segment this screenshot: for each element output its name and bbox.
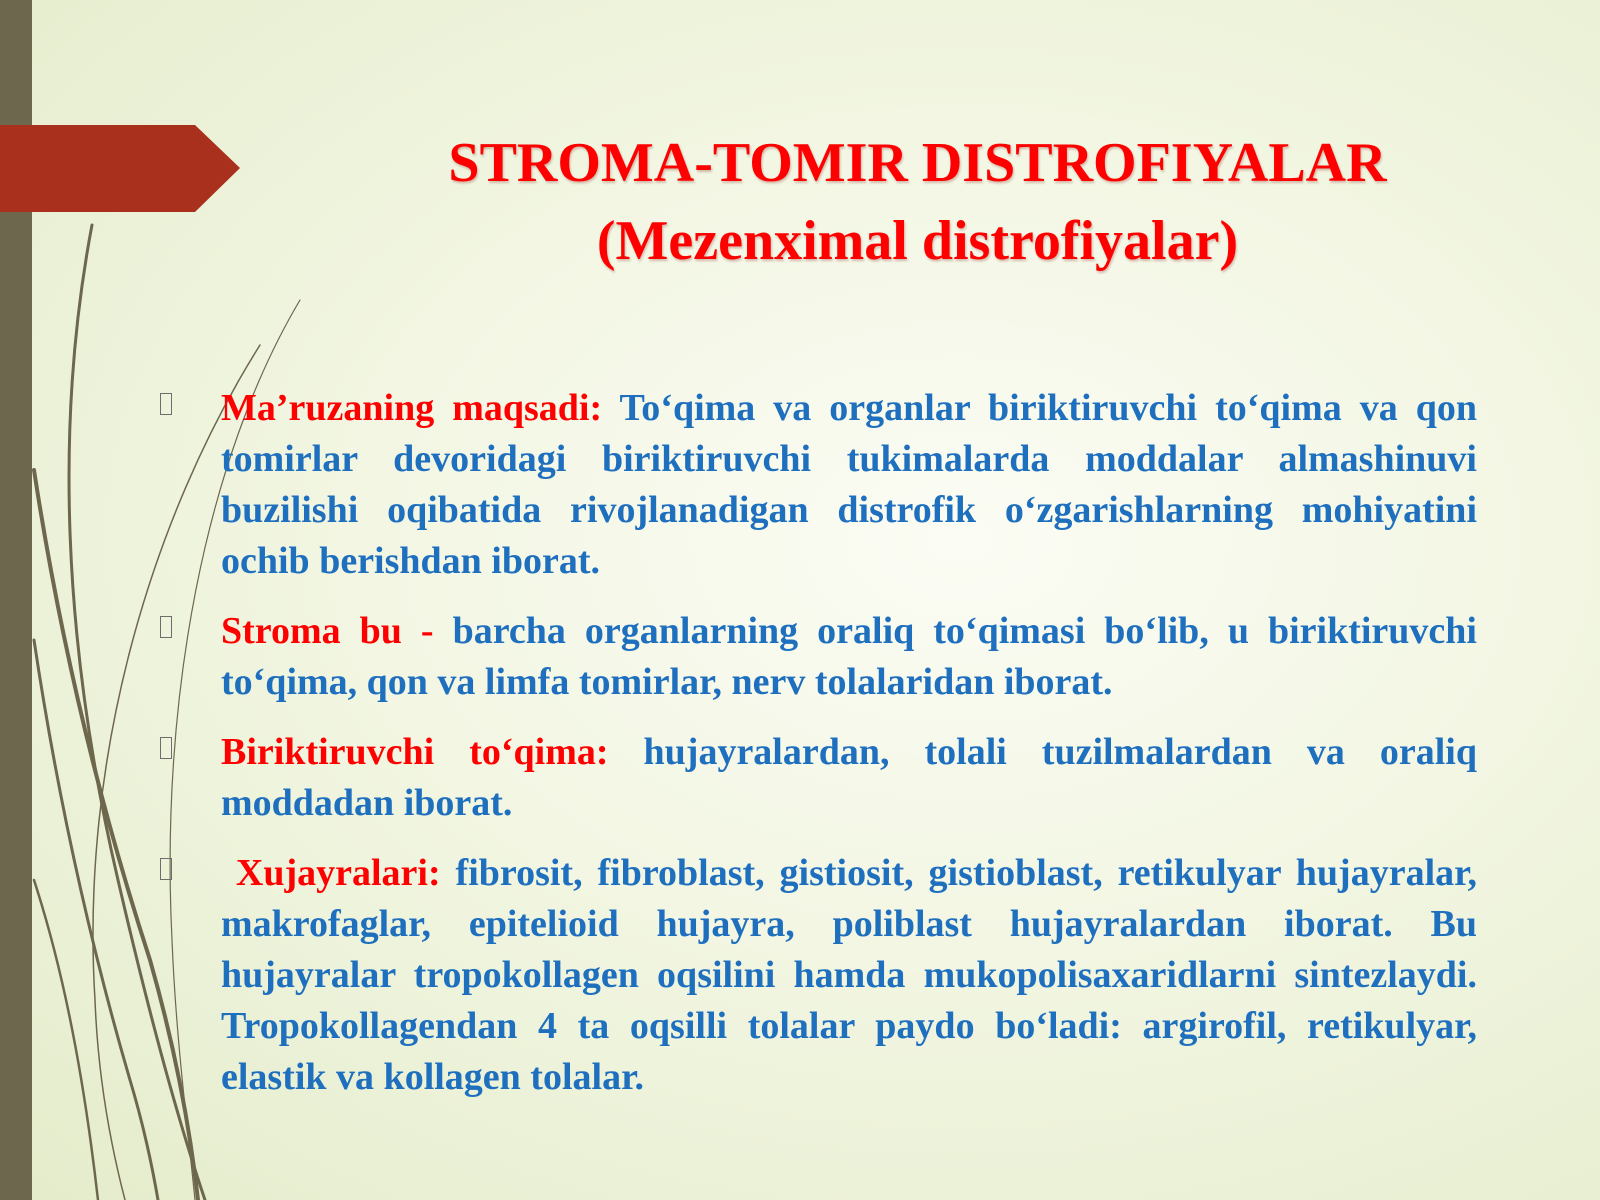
bullet-text: To‘qima va organlar biriktiruvchi to‘qima va qon tomirlar devoridagi biriktiruvchi tukimalarda moddalar almashinuvi buzilishi oqibatida rivojlanadigan distrofik o‘zgarishlarning mohiyatini ochib berishdan iborat. <box>221 387 1477 582</box>
slide-title-line2: (Mezenximal distrofiyalar) <box>596 210 1239 272</box>
bullet-marker-icon <box>160 858 172 880</box>
bullet-item-stroma <box>160 606 1477 708</box>
bullet-item-cells <box>160 848 1477 1103</box>
bullet-marker-icon <box>160 737 172 759</box>
left-accent-bar <box>0 0 32 1200</box>
bullet-marker-icon <box>160 393 172 415</box>
bullet-item-goal <box>160 383 1477 587</box>
bullet-text: barcha organlarning oraliq to‘qimasi bo‘lib, u biriktiruvchi to‘qima, qon va limfa tomirlar, nerv tolalaridan iborat. <box>221 610 1477 703</box>
bullet-text: hujayralardan, tolali tuzilmalardan va oraliq moddadan iborat. <box>221 731 1477 824</box>
bullet-text: fibrosit, fibroblast, gistiosit, gistioblast, retikulyar hujayralar, makrofaglar, epitelioid hujayra, poliblast hujayralardan iborat. Bu hujayralar tropokollagen oqsilini hamda mukopolisaxaridlarni sintezlaydi. Tropokollagendan 4 ta oqsilli tolalar paydo bo‘ladi: argirofil, retikulyar, elastik va kollagen tolalar. <box>221 852 1477 1098</box>
bullet-list <box>160 383 1477 1103</box>
bullet-lead: Xujayralari: <box>221 852 441 894</box>
bullet-lead: Biriktiruvchi to‘qima: <box>221 731 609 773</box>
bullet-marker-icon <box>160 616 172 638</box>
bullet-item-connective-tissue <box>160 727 1477 829</box>
slide-title-line1: STROMA-TOMIR DISTROFIYALAR <box>448 132 1387 194</box>
bullet-lead: Stroma bu - <box>221 610 434 652</box>
slide-title <box>300 124 1535 280</box>
bullet-lead: Ma’ruzaning maqsadi: <box>221 387 603 429</box>
